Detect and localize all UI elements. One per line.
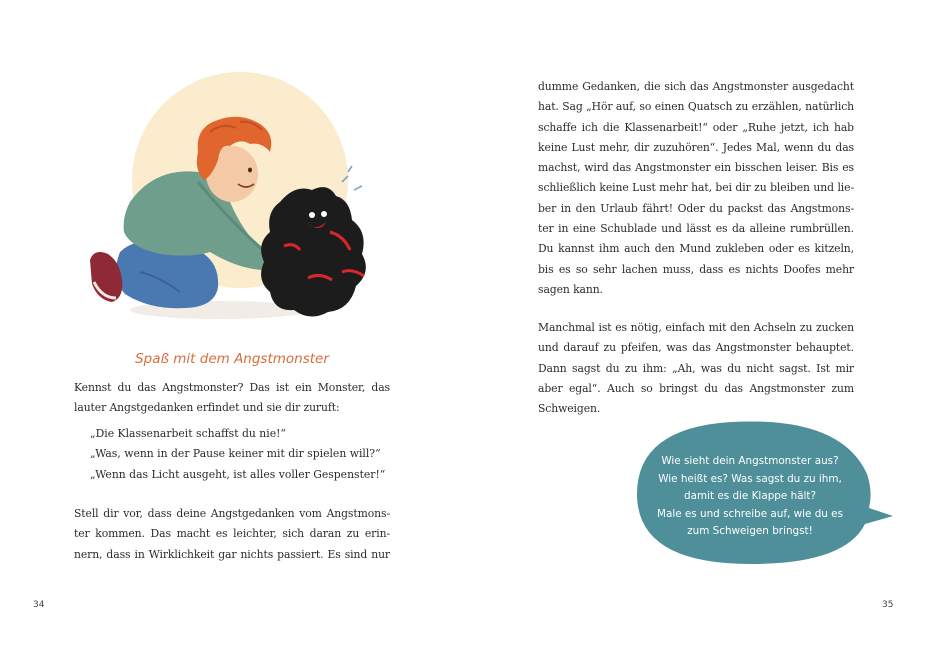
bubble-line: Male es und schreibe auf, wie du es: [656, 507, 843, 520]
text-line: schaffe ich die Klassenarbeit!“ oder „Ruhe jetzt, ich hab: [538, 120, 854, 134]
quote-line: „Wenn das Licht ausgeht, ist alles voller Gespenster!“: [90, 467, 386, 481]
text-line: Manchmal ist es nötig, einfach mit den Achseln zu zucken: [538, 321, 854, 334]
text-line: Schweigen.: [538, 402, 601, 416]
text-line: Dann sagst du zu ihm: „Ah, was du nicht sagst. Ist mir: [538, 361, 854, 375]
text-line: Du kannst ihm auch den Mund zukleben oder es kitzeln,: [538, 242, 854, 256]
text-line: machst, wird das Angstmonster ein bisschen leiser. Bis es: [538, 161, 854, 175]
quote-list: [90, 424, 400, 485]
boy-with-monster-illustration: [80, 72, 400, 332]
page-number: 35: [882, 600, 894, 610]
text-line: lauter Angstgedanken erfindet und sie dir zuruft:: [74, 401, 340, 415]
quote-line: „Die Klassenarbeit schaffst du nie!“: [90, 427, 286, 440]
text-line: und darauf zu pfeifen, was das Angstmonster behauptet.: [538, 341, 854, 355]
speech-bubble-text: [643, 453, 857, 541]
continued-paragraph: [538, 77, 854, 300]
bubble-line: zum Schweigen bringst!: [687, 525, 813, 537]
bubble-line: Wie heißt es? Was sagst du zu ihm,: [658, 472, 842, 485]
text-line: sagen kann.: [538, 282, 603, 296]
text-line: ter kommen. Das macht es leichter, sich daran zu erin-: [74, 527, 390, 541]
intro-paragraph: [74, 378, 390, 419]
section-heading: Spaß mit dem Angstmonster: [135, 351, 329, 367]
text-line: dumme Gedanken, die sich das Angstmonster ausgedacht: [538, 80, 854, 93]
paragraph-2: [74, 504, 390, 565]
text-line: keine Lust mehr, dir zuzuhören“. Jedes Mal, wenn du das: [538, 140, 854, 154]
paragraph-shrug: [538, 318, 854, 419]
bubble-line: damit es die Klappe hält?: [683, 490, 817, 502]
text-line: bis es so sehr lachen muss, dass es nichts Doofes mehr: [538, 262, 854, 276]
text-line: nern, dass in Wirklichkeit gar nichts passiert. Es sind nur: [74, 547, 390, 561]
text-line: schließlich keine Lust mehr hat, bei dir zu bleiben und lie-: [538, 181, 854, 195]
quote-line: „Was, wenn in der Pause keiner mit dir spielen will?“: [90, 447, 381, 461]
text-line: Kennst du das Angstmonster? Das ist ein Monster, das: [74, 381, 390, 394]
page-number: 34: [33, 600, 45, 610]
bubble-line: Wie sieht dein Angstmonster aus?: [661, 455, 839, 467]
text-line: hat. Sag „Hör auf, so einen Quatsch zu erzählen, natürlich: [538, 100, 854, 114]
right-page: [463, 0, 926, 648]
text-line: ter in eine Schublade und lässt es da alleine rumbrüllen.: [538, 222, 854, 236]
text-line: ber in den Urlaub fährt! Oder du packst das Angstmons-: [538, 201, 854, 215]
text-line: Stell dir vor, dass deine Angstgedanken vom Angstmons-: [74, 507, 390, 520]
angstmonster: [261, 187, 366, 316]
text-line: aber egal“. Auch so bringst du das Angstmonster zum: [538, 381, 854, 395]
